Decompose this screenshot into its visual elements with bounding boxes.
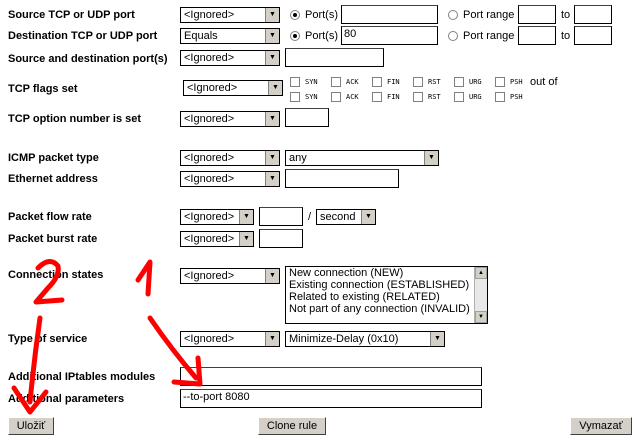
burst-rate-mode-select[interactable]: <Ignored> ▼ xyxy=(180,231,254,247)
flag-rst-checkbox[interactable] xyxy=(413,77,423,87)
dest-port-label: Destination TCP or UDP port xyxy=(8,30,158,42)
flag-mask-syn-label: SYN xyxy=(305,93,318,101)
source-ports-label: Port(s) xyxy=(305,9,338,21)
chevron-down-icon: ▼ xyxy=(265,269,279,283)
tcp-option-label: TCP option number is set xyxy=(8,113,142,125)
flag-mask-psh-checkbox[interactable] xyxy=(495,92,505,102)
tos-value-select[interactable]: Minimize-Delay (0x10) ▼ xyxy=(285,331,445,347)
conn-states-mode-select[interactable]: <Ignored> ▼ xyxy=(180,268,280,284)
dest-port-mode-select[interactable]: Equals ▼ xyxy=(180,28,280,44)
flow-rate-mode-select[interactable]: <Ignored> ▼ xyxy=(180,209,254,225)
chevron-down-icon: ▼ xyxy=(265,172,279,186)
number-1-annotation xyxy=(138,262,150,294)
dest-range-label: Port range xyxy=(463,30,515,42)
flag-mask-syn-checkbox[interactable] xyxy=(290,92,300,102)
flag-fin-label: FIN xyxy=(387,78,400,86)
flag-ack-label: ACK xyxy=(346,78,359,86)
chevron-down-icon: ▼ xyxy=(265,112,279,126)
source-range-from-input[interactable] xyxy=(518,5,556,24)
chevron-down-icon: ▼ xyxy=(265,29,279,43)
source-range-to-input[interactable] xyxy=(574,5,612,24)
burst-rate-label: Packet burst rate xyxy=(8,233,98,245)
conn-states-scrollbar[interactable] xyxy=(474,267,487,323)
flag-rst-label: RST xyxy=(428,78,441,86)
chevron-down-icon: ▼ xyxy=(430,332,444,346)
conn-states-label: Connection states xyxy=(8,269,104,281)
dest-to-label: to xyxy=(561,30,571,42)
conn-state-related-option[interactable]: Related to existing (RELATED) xyxy=(289,291,440,303)
chevron-down-icon: ▼ xyxy=(265,151,279,165)
flag-ack-checkbox[interactable] xyxy=(331,77,341,87)
burst-rate-input[interactable] xyxy=(259,229,303,248)
flow-rate-label: Packet flow rate xyxy=(8,211,92,223)
flag-psh-checkbox[interactable] xyxy=(495,77,505,87)
dest-ports-label: Port(s) xyxy=(305,30,338,42)
tos-mode-select[interactable]: <Ignored> ▼ xyxy=(180,331,280,347)
flag-mask-fin-checkbox[interactable] xyxy=(372,92,382,102)
modules-label: Additional IPtables modules xyxy=(8,371,156,383)
src-dst-port-label: Source and destination port(s) xyxy=(8,53,168,65)
dest-range-radio[interactable] xyxy=(448,31,458,41)
flag-mask-ack-label: ACK xyxy=(346,93,359,101)
params-label: Additional parameters xyxy=(8,393,125,405)
source-ports-radio[interactable] xyxy=(290,10,300,20)
flag-urg-label: URG xyxy=(469,78,482,86)
clone-rule-button[interactable]: Clone rule xyxy=(258,417,326,435)
arrow-to-save xyxy=(30,318,40,402)
modules-input[interactable] xyxy=(180,367,482,386)
source-ports-input[interactable] xyxy=(341,5,438,24)
flag-syn-checkbox[interactable] xyxy=(290,77,300,87)
save-button[interactable]: Uložiť xyxy=(8,417,54,435)
dest-ports-input[interactable]: 80 xyxy=(341,26,438,45)
tcp-flags-mode-select[interactable]: <Ignored> ▼ xyxy=(183,80,283,96)
scroll-up-icon[interactable]: ▲ xyxy=(475,267,487,279)
tos-label: Type of service xyxy=(8,333,88,345)
flow-rate-slash: / xyxy=(308,211,312,223)
tcp-option-mode-select[interactable]: <Ignored> ▼ xyxy=(180,111,280,127)
flag-fin-checkbox[interactable] xyxy=(372,77,382,87)
flag-mask-ack-checkbox[interactable] xyxy=(331,92,341,102)
flag-syn-label: SYN xyxy=(305,78,318,86)
conn-state-invalid-option[interactable]: Not part of any connection (INVALID) xyxy=(289,303,470,315)
ethernet-mode-select[interactable]: <Ignored> ▼ xyxy=(180,171,280,187)
flag-mask-fin-label: FIN xyxy=(387,93,400,101)
source-range-label: Port range xyxy=(463,9,515,21)
chevron-down-icon: ▼ xyxy=(265,51,279,65)
chevron-down-icon: ▼ xyxy=(424,151,438,165)
flag-mask-urg-checkbox[interactable] xyxy=(454,92,464,102)
flow-rate-unit-select[interactable]: second ▼ xyxy=(316,209,376,225)
tcp-option-input[interactable] xyxy=(285,108,329,127)
delete-button[interactable]: Vymazať xyxy=(570,417,632,435)
icmp-mode-select[interactable]: <Ignored> ▼ xyxy=(180,150,280,166)
dest-range-from-input[interactable] xyxy=(518,26,556,45)
source-range-radio[interactable] xyxy=(448,10,458,20)
conn-state-established-option[interactable]: Existing connection (ESTABLISHED) xyxy=(289,279,470,291)
chevron-down-icon: ▼ xyxy=(361,210,375,224)
conn-states-listbox[interactable] xyxy=(285,266,488,324)
flag-mask-psh-label: PSH xyxy=(510,93,523,101)
ethernet-label: Ethernet address xyxy=(8,173,98,185)
flag-urg-checkbox[interactable] xyxy=(454,77,464,87)
chevron-down-icon: ▼ xyxy=(265,8,279,22)
flag-mask-rst-checkbox[interactable] xyxy=(413,92,423,102)
source-port-mode-select[interactable]: <Ignored> ▼ xyxy=(180,7,280,23)
source-to-label: to xyxy=(561,9,571,21)
flags-out-of-label: out of xyxy=(530,76,558,88)
flag-mask-urg-label: URG xyxy=(469,93,482,101)
number-2-annotation xyxy=(36,261,62,302)
source-port-label: Source TCP or UDP port xyxy=(8,9,135,21)
src-dst-port-input[interactable] xyxy=(285,48,384,67)
flag-mask-rst-label: RST xyxy=(428,93,441,101)
icmp-type-select[interactable]: any ▼ xyxy=(285,150,439,166)
icmp-type-label: ICMP packet type xyxy=(8,152,99,164)
src-dst-port-mode-select[interactable]: <Ignored> ▼ xyxy=(180,50,280,66)
chevron-down-icon: ▼ xyxy=(239,210,253,224)
flow-rate-input[interactable] xyxy=(259,207,303,226)
flag-psh-label: PSH xyxy=(510,78,523,86)
ethernet-input[interactable] xyxy=(285,169,399,188)
scroll-down-icon[interactable]: ▼ xyxy=(475,311,487,323)
chevron-down-icon: ▼ xyxy=(268,81,282,95)
tcp-flags-label: TCP flags set xyxy=(8,83,78,95)
dest-range-to-input[interactable] xyxy=(574,26,612,45)
chevron-down-icon: ▼ xyxy=(265,332,279,346)
chevron-down-icon: ▼ xyxy=(239,232,253,246)
dest-ports-radio[interactable] xyxy=(290,31,300,41)
conn-state-new-option[interactable]: New connection (NEW) xyxy=(289,267,404,279)
params-input[interactable]: --to-port 8080 xyxy=(180,389,482,408)
